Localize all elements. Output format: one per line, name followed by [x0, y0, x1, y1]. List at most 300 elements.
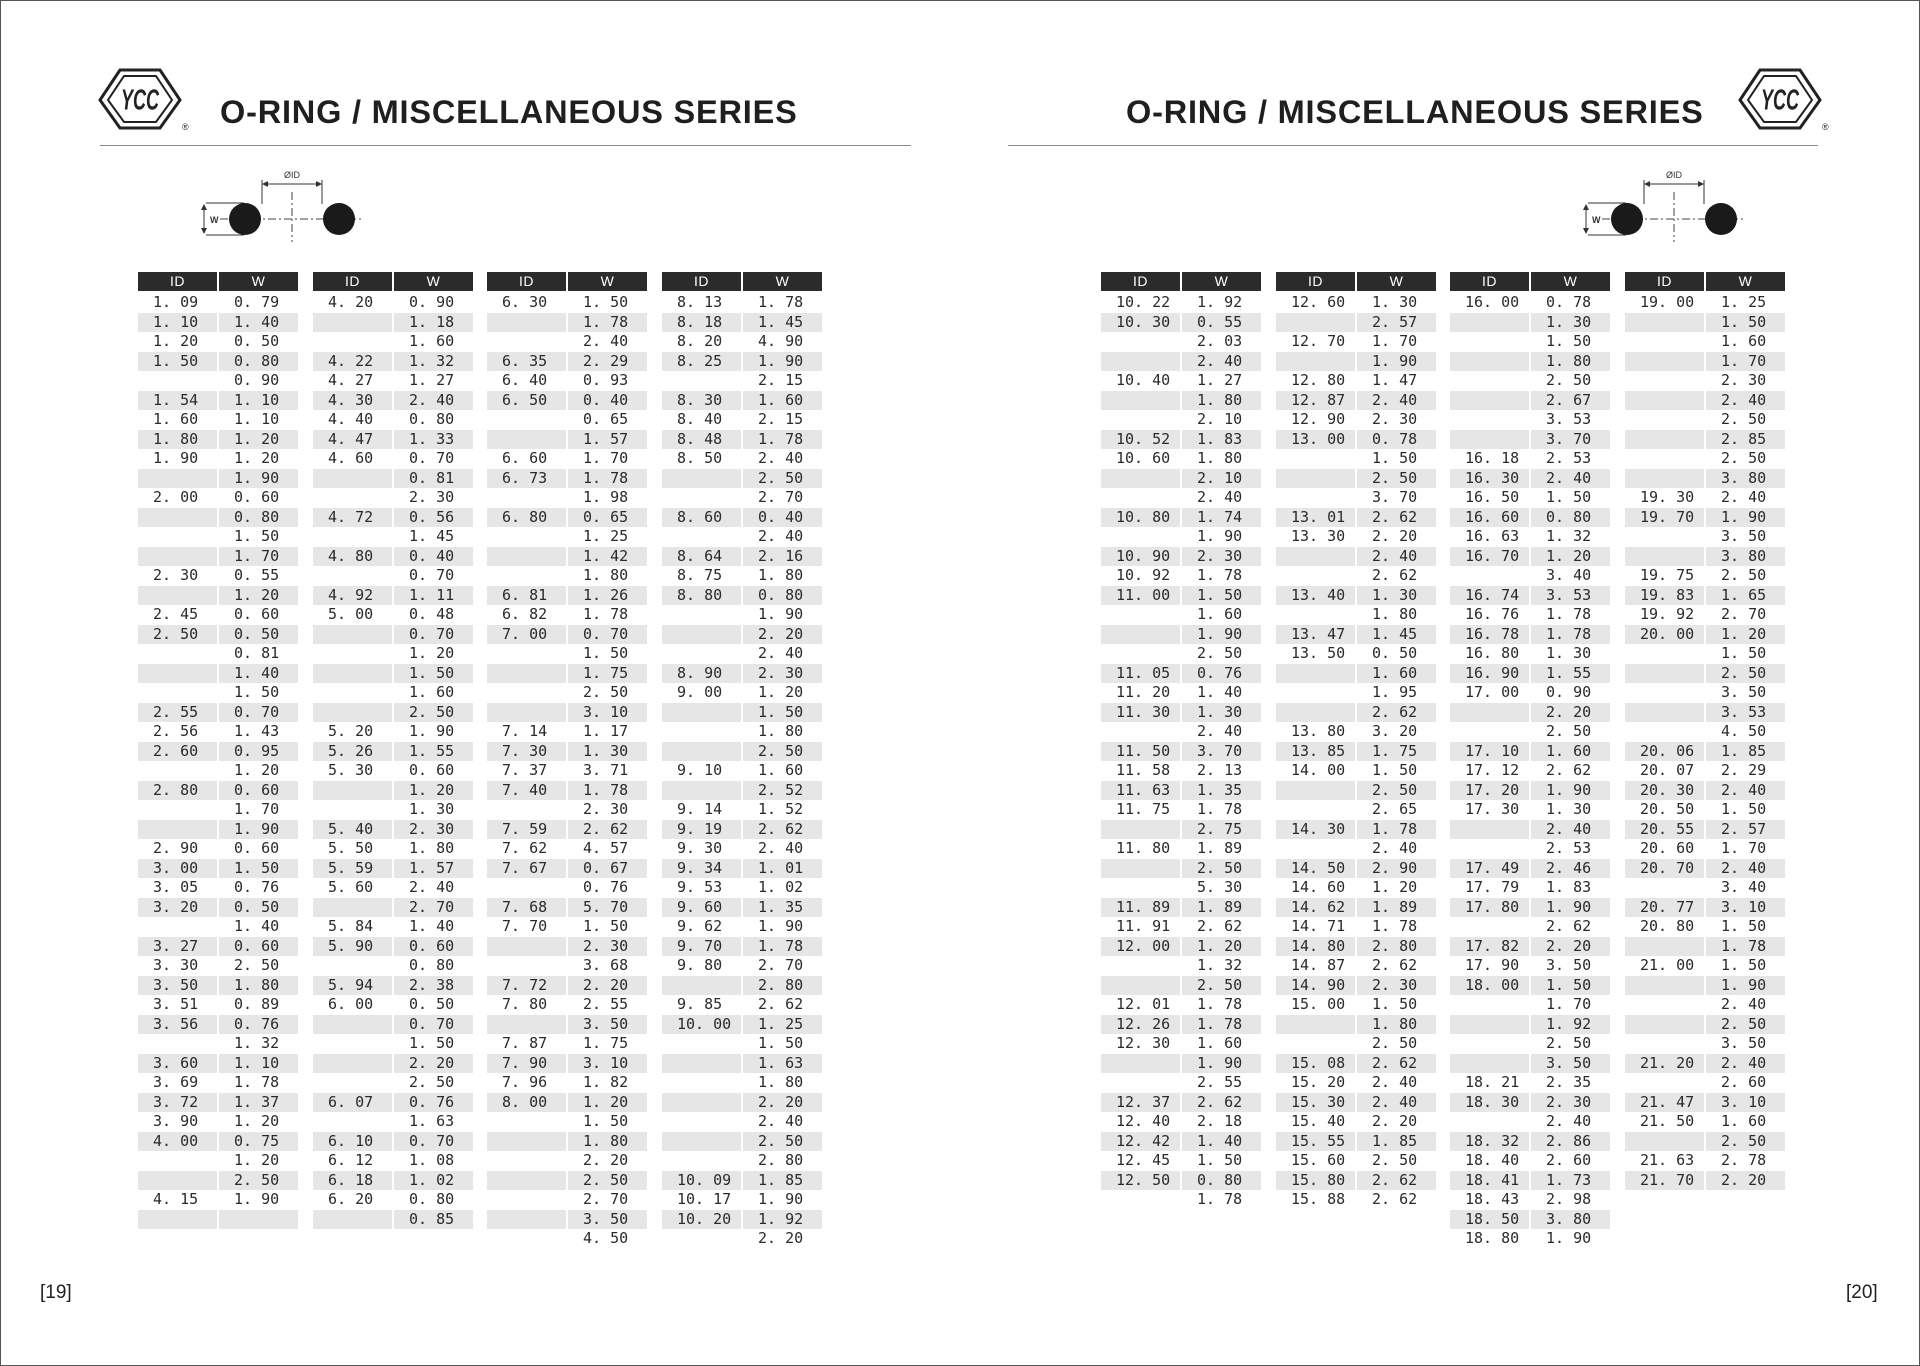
width-cell: 0. 80: [409, 956, 455, 974]
id-cell: 21. 50: [1640, 1112, 1695, 1130]
table-row: [662, 1210, 822, 1230]
id-cell: [1625, 332, 1704, 352]
width-cell: 1. 50: [1721, 917, 1767, 935]
page-number: [20]: [1846, 1282, 1878, 1303]
width-cell: 0. 60: [394, 937, 473, 957]
width-cell: 4. 90: [758, 332, 804, 350]
id-cell: [1101, 332, 1180, 352]
table-row: [487, 1015, 647, 1035]
width-cell: 2. 30: [394, 820, 473, 840]
table-row: [1276, 527, 1436, 547]
width-cell: 2. 30: [1372, 410, 1418, 428]
id-cell: [1276, 352, 1355, 372]
table-row: [1276, 586, 1436, 606]
table-row: [313, 742, 473, 762]
id-cell: [1101, 1073, 1180, 1093]
width-cell: 1. 89: [1182, 898, 1261, 918]
id-cell: [138, 1171, 217, 1191]
id-cell: 18. 40: [1465, 1151, 1520, 1169]
svg-text:ØID: ØID: [283, 170, 301, 180]
id-cell: 17. 00: [1465, 683, 1520, 701]
width-cell: 0. 80: [1531, 508, 1610, 528]
width-cell: 2. 40: [758, 644, 804, 662]
width-cell: 2. 30: [568, 937, 647, 957]
width-cell: 1. 30: [1357, 586, 1436, 606]
table-row: [313, 664, 473, 684]
id-cell: 15. 40: [1291, 1112, 1346, 1130]
width-cell: 2. 40: [409, 878, 455, 896]
table-row: [1101, 995, 1261, 1015]
id-cell: 14. 30: [1276, 820, 1355, 840]
id-cell: [662, 1073, 741, 1093]
width-cell: 1. 78: [1357, 820, 1436, 840]
id-cell: 18. 41: [1450, 1171, 1529, 1191]
width-cell: 1. 80: [758, 722, 804, 740]
table-row: [313, 1073, 473, 1093]
table-row: [487, 703, 647, 723]
width-cell: 0. 80: [1182, 1171, 1261, 1191]
table-row: [487, 527, 647, 547]
table-row: [313, 761, 473, 781]
table-row: [1450, 1073, 1610, 1093]
table-row: [487, 430, 647, 450]
width-cell: 2. 18: [1197, 1112, 1243, 1130]
width-cell: 3. 50: [1721, 1034, 1767, 1052]
table-row: [1101, 1015, 1261, 1035]
table-row: [1276, 449, 1436, 469]
id-cell: 8. 13: [677, 293, 723, 311]
table-row: [662, 1034, 822, 1054]
table-row: [487, 1210, 647, 1230]
table-row: [487, 800, 647, 820]
table-row: [313, 547, 473, 567]
width-cell: 1. 80: [1357, 1015, 1436, 1035]
table-row: [662, 1190, 822, 1210]
column-header-id: ID: [1101, 272, 1182, 291]
width-cell: 0. 76: [1182, 664, 1261, 684]
table-row: [138, 469, 298, 489]
width-cell: 0. 40: [743, 508, 822, 528]
width-cell: 1. 10: [234, 410, 280, 428]
width-cell: 3. 50: [568, 1210, 647, 1230]
id-cell: [662, 527, 741, 547]
width-cell: 1. 10: [219, 391, 298, 411]
width-cell: 0. 75: [219, 1132, 298, 1152]
table-row: [487, 566, 647, 586]
id-cell: 20. 80: [1640, 917, 1695, 935]
table-row: [1450, 878, 1610, 898]
id-cell: 12. 50: [1101, 1171, 1180, 1191]
table-row: [662, 430, 822, 450]
id-cell: 9. 85: [677, 995, 723, 1013]
width-cell: 2. 70: [583, 1190, 629, 1208]
width-cell: 1. 78: [743, 430, 822, 450]
id-cell: [1101, 625, 1180, 645]
width-cell: 1. 37: [219, 1093, 298, 1113]
width-cell: 3. 50: [568, 1015, 647, 1035]
table-row: [1625, 800, 1785, 820]
width-cell: 1. 43: [234, 722, 280, 740]
id-cell: 8. 64: [662, 547, 741, 567]
table-row: [1625, 1054, 1785, 1074]
id-cell: 9. 80: [677, 956, 723, 974]
width-cell: 0. 80: [219, 352, 298, 372]
width-cell: 2. 62: [1197, 917, 1243, 935]
table-row: [313, 956, 473, 976]
id-cell: [1101, 352, 1180, 372]
width-cell: 1. 75: [583, 1034, 629, 1052]
table-row: [1450, 664, 1610, 684]
width-cell: 1. 92: [1531, 1015, 1610, 1035]
table-row: [1450, 839, 1610, 859]
table-row: [1625, 898, 1785, 918]
id-cell: 1. 60: [153, 410, 199, 428]
id-cell: 11. 00: [1101, 586, 1180, 606]
id-cell: [313, 469, 392, 489]
id-cell: [487, 1112, 566, 1132]
table-row: [487, 332, 647, 352]
id-cell: [313, 1054, 392, 1074]
id-cell: 8. 20: [677, 332, 723, 350]
id-cell: 12. 26: [1101, 1015, 1180, 1035]
id-cell: [662, 371, 741, 391]
width-cell: 0. 60: [234, 839, 280, 857]
id-cell: 11. 75: [1116, 800, 1171, 818]
table-row: [487, 722, 647, 742]
width-cell: 0. 48: [409, 605, 455, 623]
width-cell: 2. 70: [758, 488, 804, 506]
width-cell: 2. 40: [1197, 722, 1243, 740]
table-row: [1450, 391, 1610, 411]
id-cell: 2. 00: [153, 488, 199, 506]
table-row: [487, 956, 647, 976]
table-row: [138, 449, 298, 469]
id-cell: 10. 20: [662, 1210, 741, 1230]
id-cell: 17. 12: [1465, 761, 1520, 779]
id-cell: [1101, 820, 1180, 840]
column-header-w: W: [775, 273, 790, 289]
table-row: [487, 995, 647, 1015]
width-cell: 2. 29: [1721, 761, 1767, 779]
table-row: [487, 820, 647, 840]
width-cell: 2. 75: [1182, 820, 1261, 840]
table-row: [138, 683, 298, 703]
table-row: [1276, 995, 1436, 1015]
table-row: [1625, 566, 1785, 586]
width-cell: 1. 83: [1182, 430, 1261, 450]
table-row: [1276, 1093, 1436, 1113]
table-row: [1625, 683, 1785, 703]
id-cell: [1101, 976, 1180, 996]
table-row: [313, 605, 473, 625]
table-row: [313, 644, 473, 664]
id-cell: [662, 1112, 741, 1132]
table-row: [138, 878, 298, 898]
width-cell: 1. 63: [743, 1054, 822, 1074]
id-cell: 8. 18: [662, 313, 741, 333]
table-row: [1101, 917, 1261, 937]
table-row: [1450, 1171, 1610, 1191]
width-cell: 2. 86: [1531, 1132, 1610, 1152]
table-row: [313, 995, 473, 1015]
id-cell: [1625, 976, 1704, 996]
table-row: [1276, 1132, 1436, 1152]
id-cell: 8. 80: [662, 586, 741, 606]
table-row: [1450, 722, 1610, 742]
id-cell: [1625, 391, 1704, 411]
width-cell: 2. 40: [1357, 1093, 1436, 1113]
width-cell: 1. 40: [234, 917, 280, 935]
table-row: [1276, 371, 1436, 391]
id-cell: [313, 800, 392, 820]
table-row: [313, 703, 473, 723]
id-cell: [1625, 371, 1704, 391]
width-cell: 2. 62: [1357, 508, 1436, 528]
id-cell: [1101, 410, 1180, 430]
table-row: [1625, 664, 1785, 684]
id-cell: [138, 1210, 217, 1230]
table-row: [487, 352, 647, 372]
id-cell: 7. 80: [502, 995, 548, 1013]
id-cell: 12. 00: [1101, 937, 1180, 957]
id-cell: 6. 07: [313, 1093, 392, 1113]
id-cell: 7. 90: [487, 1054, 566, 1074]
width-cell: 0. 55: [1182, 313, 1261, 333]
id-cell: [1276, 313, 1355, 333]
width-cell: 2. 62: [1372, 566, 1418, 584]
table-row: [487, 1073, 647, 1093]
table-row: [1450, 1210, 1610, 1230]
width-cell: 1. 11: [394, 586, 473, 606]
id-cell: [487, 878, 566, 898]
table-row: [313, 820, 473, 840]
table-row: [487, 1229, 647, 1249]
table-row: [1101, 527, 1261, 547]
width-cell: 1. 02: [394, 1171, 473, 1191]
table-row: [1101, 664, 1261, 684]
id-cell: [662, 742, 741, 762]
width-cell: 1. 50: [1546, 332, 1592, 350]
id-cell: [487, 410, 566, 430]
table-row: [1101, 625, 1261, 645]
width-cell: 2. 57: [1357, 313, 1436, 333]
id-cell: [1625, 1132, 1704, 1152]
table-row: [1101, 761, 1261, 781]
width-cell: 1. 26: [568, 586, 647, 606]
width-cell: 3. 53: [1706, 703, 1785, 723]
table-row: [1450, 332, 1610, 352]
id-cell: [1625, 1034, 1704, 1054]
table-row: [138, 488, 298, 508]
table-row: [1276, 1034, 1436, 1054]
table-row: [1101, 820, 1261, 840]
width-cell: 2. 40: [1706, 781, 1785, 801]
table-row: [138, 937, 298, 957]
id-cell: 4. 27: [328, 371, 374, 389]
width-cell: 2. 50: [1706, 664, 1785, 684]
width-cell: 3. 10: [568, 1054, 647, 1074]
id-cell: 19. 75: [1640, 566, 1695, 584]
id-cell: 6. 40: [502, 371, 548, 389]
table-row: [313, 1151, 473, 1171]
id-cell: 11. 91: [1116, 917, 1171, 935]
id-cell: 2. 56: [153, 722, 199, 740]
width-cell: 1. 83: [1546, 878, 1592, 896]
table-row: [138, 976, 298, 996]
table-row: [313, 1015, 473, 1035]
svg-text:®: ®: [1822, 122, 1829, 132]
table-row: [1101, 644, 1261, 664]
width-cell: 4. 57: [583, 839, 629, 857]
width-cell: 0. 50: [234, 332, 280, 350]
width-cell: 0. 81: [394, 469, 473, 489]
page-title: O-RING / MISCELLANEOUS SERIES: [1126, 94, 1704, 130]
table-header: [1625, 272, 1785, 293]
width-cell: 3. 80: [1706, 469, 1785, 489]
id-cell: [138, 371, 217, 391]
width-cell: 1. 80: [409, 839, 455, 857]
width-cell: 1. 20: [409, 644, 455, 662]
width-cell: 1. 45: [743, 313, 822, 333]
id-cell: 10. 22: [1116, 293, 1171, 311]
id-cell: 16. 70: [1450, 547, 1529, 567]
width-cell: 1. 30: [1546, 800, 1592, 818]
id-cell: [487, 527, 566, 547]
id-cell: 7. 40: [487, 781, 566, 801]
id-cell: [1276, 469, 1355, 489]
width-cell: 2. 52: [743, 781, 822, 801]
width-cell: 1. 40: [1197, 683, 1243, 701]
width-cell: 2. 62: [743, 820, 822, 840]
id-cell: 6. 80: [487, 508, 566, 528]
width-cell: 1. 50: [1372, 449, 1418, 467]
width-cell: 1. 10: [219, 1054, 298, 1074]
width-cell: 1. 78: [1372, 917, 1418, 935]
id-cell: 16. 30: [1450, 469, 1529, 489]
width-cell: 3. 10: [1706, 1093, 1785, 1113]
table-row: [1276, 722, 1436, 742]
table-row: [1625, 761, 1785, 781]
width-cell: 1. 30: [1546, 644, 1592, 662]
table-row: [1101, 976, 1261, 996]
id-cell: 3. 50: [138, 976, 217, 996]
width-cell: 0. 93: [583, 371, 629, 389]
id-cell: 2. 80: [138, 781, 217, 801]
width-cell: 1. 27: [1197, 371, 1243, 389]
width-cell: 2. 46: [1531, 859, 1610, 879]
table-row: [1101, 1093, 1261, 1113]
table-row: [662, 1073, 822, 1093]
width-cell: 1. 90: [1182, 625, 1261, 645]
table-row: [1625, 956, 1785, 976]
width-cell: 2. 50: [1182, 976, 1261, 996]
table-row: [662, 839, 822, 859]
width-cell: 0. 50: [219, 898, 298, 918]
id-cell: 7. 72: [487, 976, 566, 996]
id-cell: [313, 898, 392, 918]
width-cell: 2. 20: [758, 1229, 804, 1247]
id-cell: 12. 42: [1101, 1132, 1180, 1152]
width-cell: 0. 76: [394, 1093, 473, 1113]
width-cell: 0. 40: [568, 391, 647, 411]
id-cell: [1101, 878, 1180, 898]
page-20: [960, 0, 1920, 1366]
table-row: [138, 859, 298, 879]
table-row: [1625, 488, 1785, 508]
id-cell: [1625, 410, 1704, 430]
id-cell: 17. 20: [1450, 781, 1529, 801]
table-row: [1101, 1073, 1261, 1093]
width-cell: 2. 62: [1357, 703, 1436, 723]
table-row: [662, 1112, 822, 1132]
id-cell: 4. 30: [313, 391, 392, 411]
id-cell: 4. 60: [328, 449, 374, 467]
width-cell: 1. 78: [568, 313, 647, 333]
id-cell: [1276, 566, 1355, 586]
id-cell: 21. 20: [1625, 1054, 1704, 1074]
width-cell: 1. 50: [1531, 976, 1610, 996]
table-row: [313, 488, 473, 508]
width-cell: 2. 50: [1357, 781, 1436, 801]
table-row: [313, 1112, 473, 1132]
id-cell: 3. 00: [138, 859, 217, 879]
width-cell: 2. 50: [568, 1171, 647, 1191]
table-row: [487, 1190, 647, 1210]
id-cell: [313, 664, 392, 684]
width-cell: 1. 73: [1531, 1171, 1610, 1191]
table-row: [1625, 430, 1785, 450]
width-cell: 1. 50: [394, 664, 473, 684]
width-cell: 0. 56: [394, 508, 473, 528]
table-row: [313, 527, 473, 547]
id-cell: [1101, 605, 1180, 625]
table-row: [138, 332, 298, 352]
table-header: [662, 272, 822, 293]
id-cell: 17. 80: [1450, 898, 1529, 918]
width-cell: 2. 40: [1372, 1073, 1418, 1091]
width-cell: 2. 40: [394, 391, 473, 411]
table-row: [487, 586, 647, 606]
id-cell: 3. 60: [138, 1054, 217, 1074]
table-row: [313, 1190, 473, 1210]
table-row: [487, 1132, 647, 1152]
id-cell: [487, 703, 566, 723]
column-header-id: ID: [1450, 272, 1531, 291]
id-cell: [138, 586, 217, 606]
width-cell: 1. 78: [1197, 800, 1243, 818]
width-cell: 2. 38: [394, 976, 473, 996]
id-cell: [313, 683, 392, 703]
width-cell: 1. 90: [1531, 781, 1610, 801]
id-cell: [313, 566, 392, 586]
width-cell: 2. 40: [1357, 391, 1436, 411]
id-cell: [1625, 469, 1704, 489]
id-cell: [313, 644, 392, 664]
id-cell: 5. 60: [328, 878, 374, 896]
table-row: [138, 410, 298, 430]
width-cell: 1. 50: [1372, 995, 1418, 1013]
id-cell: 13. 00: [1276, 430, 1355, 450]
table-row: [1276, 410, 1436, 430]
id-cell: 10. 17: [677, 1190, 732, 1208]
table-row: [662, 820, 822, 840]
width-cell: 0. 67: [568, 859, 647, 879]
table-row: [1625, 586, 1785, 606]
id-cell: 18. 21: [1465, 1073, 1520, 1091]
id-cell: 5. 50: [328, 839, 374, 857]
table-row: [1276, 313, 1436, 333]
id-cell: [138, 820, 217, 840]
